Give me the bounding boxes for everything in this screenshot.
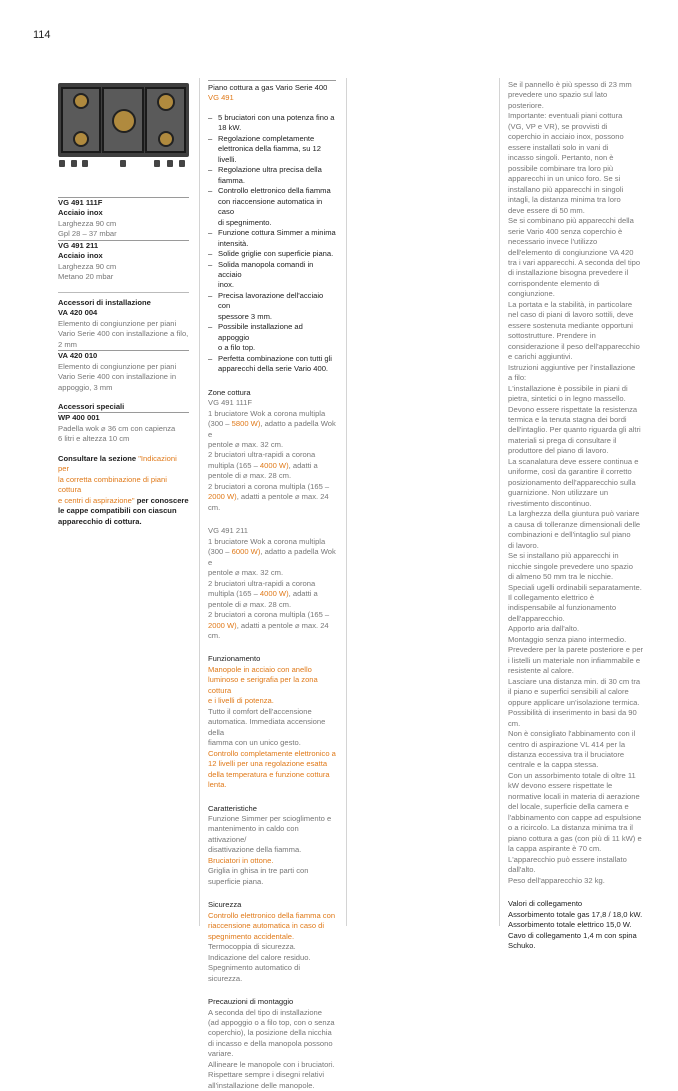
text-line: intagli, la distanza minima tra loro <box>508 195 621 205</box>
text-line: oppure applicare un'isolazione termica. <box>508 697 640 707</box>
text-line: tra i vari apparecchi. A seconda del tipo <box>508 257 641 267</box>
text-line: Se si combinano più apparecchi della <box>508 216 634 226</box>
text-line: Montaggio senza piano intermedio. <box>508 634 627 644</box>
text-line: Apporto aria dall'alto. <box>508 624 580 634</box>
text-line: congiunzione. <box>508 289 555 299</box>
text-line: la cappa aspirante è 70 cm. <box>508 844 602 854</box>
feature-item: – Perfetta combinazione con tutti gli apparecchi della serie Vario 400. <box>208 354 336 375</box>
feature-item: – Solida manopola comandi in acciaio inox. <box>208 260 336 291</box>
text-line: prevedere uno spazio sul lato <box>508 90 608 100</box>
install-accessory: VA 420 010 Elemento di congiunzione per piani Vario Serie 400 con installazione in appoggio, 3 mm <box>58 350 189 393</box>
text-line: essere sostenuta mediante opportuni <box>508 320 633 330</box>
text-line: Assorbimento totale elettrico 15,0 W. <box>508 920 632 930</box>
text-line: Possibilità di inserimento in basi da 90 cm. <box>508 708 637 728</box>
text-line: normative locali in materia di aerazione <box>508 791 640 801</box>
text-line: Allineare le manopole con i bruciatori. <box>208 1059 335 1069</box>
text-line: rivestimento discontinuo. <box>508 498 592 508</box>
text-line: indispensabile al funzionamento <box>508 603 617 613</box>
column-divider <box>346 78 347 926</box>
text-line: Se si installano più apparecchi in <box>508 551 619 561</box>
feature-item: – Regolazione ultra precisa della fiamma. <box>208 165 336 186</box>
text-line: coperchio), la posizione della nicchia <box>208 1028 332 1038</box>
combination-link[interactable]: "Indicazioni per <box>58 453 177 474</box>
text-line: sottostrutture. Prendere in <box>508 331 596 341</box>
text-line: di incasso e della manopola possono <box>208 1038 333 1048</box>
installation-notes <box>508 80 644 886</box>
text-line: Rispettare sempre i disegni relativi <box>208 1070 325 1080</box>
text-line: o a ricircolo. La distanza minima tra il <box>508 823 633 833</box>
text-line: a filo: <box>508 373 527 383</box>
install-accessories: Accessori di installazione VA 420 004 Elemento di congiunzione per piani Vario Serie 400 con installazione a filo, 2 mm <box>58 292 189 350</box>
text-line: posteriore. <box>508 100 544 110</box>
text-line: guarnizione. Non utilizzare un <box>508 488 609 498</box>
feature-list <box>208 113 336 375</box>
text-line: Importante: eventuali piani cottura <box>508 111 623 121</box>
text-line: (VG, VP e VR), se provvisti di <box>508 121 608 131</box>
text-line: del locale, superficie della camera e <box>508 802 629 812</box>
right-column <box>508 80 644 951</box>
text-line: Se il pannello è più spesso di 23 mm <box>508 80 632 89</box>
text-line: di lavoro. <box>508 540 539 550</box>
text-line: il piano e superfici sensibili al calore <box>508 687 629 697</box>
text-line: apparecchi in un unico foro. Se si <box>508 174 621 184</box>
text-line: di almeno 50 mm tra le nicchie. <box>508 572 614 582</box>
characteristics-section: Caratteristiche Funzione Simmer per scioglimento e mantenimento in caldo con attivazione/ disattivazione della fiamma. Bruciatori in ottone. Griglia in ghisa in tre parti con superficie piana. <box>208 803 332 886</box>
text-line: possibile combinare tra loro più <box>508 163 614 173</box>
text-line: Il collegamento elettrico è <box>508 592 595 602</box>
text-line: La scanalatura deve essere continua e <box>508 456 639 466</box>
text-line: posizionamento dell'apparecchio sulla <box>508 477 636 487</box>
text-line: di installazione bisogna prevedere il <box>508 268 629 278</box>
feature-item: – Precisa lavorazione dell'acciaio con spessore 3 mm. <box>208 291 336 322</box>
text-line: a causa di tolleranze dimensionali delle <box>508 519 641 529</box>
text-line: centro di aspirazione VL 414 per la <box>508 739 626 749</box>
text-line: piano cottura a gas (con più di 11 kW) e <box>508 833 642 843</box>
text-line: kW devono essere rispettate le <box>508 781 613 791</box>
text-line: coperchio in acciaio inox, possono <box>508 132 624 142</box>
consult-note: Consultare la sezione "Indicazioni per la corretta combinazione di piani cottura e centri di aspirazione" per conoscere le cappe compatibili con ciascun apparecchio di cottura. <box>58 453 189 526</box>
text-line: considerazione il peso dell'apparecchio <box>508 341 640 351</box>
text-line: A seconda del tipo di installazione <box>208 1007 322 1017</box>
text-line: incasso singoli. Pertanto, non è <box>508 153 614 163</box>
text-line: deve essere di 50 mm. <box>508 205 585 215</box>
text-line: Peso dell'apparecchio 32 kg. <box>508 875 605 885</box>
page-number: 114 <box>33 29 51 41</box>
text-line: all'installazione delle manopole. <box>208 1080 315 1090</box>
control-knobs <box>58 157 189 171</box>
function-section: Funzionamento Manopole in acciaio con anello luminoso e serigrafia per la zona cottura e i livelli di potenza. Tutto il comfort dell'accensione automatica. Immediata accensione della fiamma con un unico gesto. Controllo completamente elettronico a 12 livelli per una regolazione esatta della temperatura e funzione cottura lenta. <box>208 654 336 790</box>
text-line: Non è consigliato l'abbinamento con il <box>508 729 636 739</box>
safety-section: Sicurezza Controllo elettronico della fiamma con riaccensione automatica in caso di spegnimento accidentale. Termocoppia di sicurezza. Indicazione del calore residuo. Spegnimento automatico di sicurezza. <box>208 900 336 983</box>
text-line: Prevedere per la parete posteriore e per <box>508 645 644 655</box>
text-line: Speciali ugelli ordinabili separatamente. <box>508 582 642 592</box>
text-line: l'abbinamento con cappe ad espulsione <box>508 812 642 822</box>
text-line: i listelli un materiale non infiammabile e <box>508 655 641 665</box>
text-line: Devono essere rispettate la resistenza <box>508 404 638 414</box>
text-line: nicchie singole prevedere uno spazio <box>508 561 633 571</box>
text-line: pietra, sintetici o in legno massello. <box>508 394 626 404</box>
text-line: Cavo di collegamento 1,4 m con spina <box>508 930 637 940</box>
feature-item: – Controllo elettronico della fiamma con riaccensione automatica in caso di spegnimento. <box>208 186 336 228</box>
text-line: serie Vario 400 senza coperchio è <box>508 226 623 236</box>
text-line: dall'alto. <box>508 865 536 875</box>
feature-item: – Funzione cottura Simmer a minima intensità. <box>208 228 336 249</box>
cooktop-image <box>58 83 189 157</box>
text-line: dell'elemento di congiunzione VA 420 <box>508 247 634 257</box>
text-line: dell'apparecchio. <box>508 613 565 623</box>
text-line: installano più apparecchi in singoli <box>508 184 624 194</box>
feature-item: – 5 bruciatori con una potenza fino a 18 kW. <box>208 113 336 134</box>
text-line: essere installati solo in vani di <box>508 142 609 152</box>
zones-section: Zone cottura VG 491 111F 1 bruciatore Wok a corona multipla (300 – 5800 W), adatto a padella Wok e pentole ⌀ max. 32 cm. 2 bruciatori ultra-rapidi a corona multipla (165 – 4000 W), adatti a pentole di ⌀ max. 28 cm. 2 bruciatori a corona multipla (165 – 2000 W), adatti a pentole ⌀ max. 24 cm. <box>208 387 336 512</box>
text-line: distanza eccessiva tra il bruciatore <box>508 750 625 759</box>
model-block: VG 491 211 Acciaio inox Larghezza 90 cm Metano 20 mbar <box>58 240 189 283</box>
column-divider <box>499 78 500 926</box>
text-line: L'installazione è possibile in piani di <box>508 383 628 393</box>
text-line: materiali si prega di consultare il <box>508 435 617 445</box>
text-line: Lasciare una distanza min. di 30 cm tra <box>508 676 641 686</box>
text-line: variare. <box>208 1049 234 1059</box>
text-line: dell'intaglio. Per quanto riguarda gli altri <box>508 425 641 435</box>
text-line: produttore del piano di lavoro. <box>508 446 609 456</box>
model-block: VG 491 111F Acciaio inox Larghezza 90 cm Gpl 28 – 37 mbar <box>58 197 189 240</box>
text-line: centrale e la cappa stessa. <box>508 760 599 770</box>
text-line: corrispondente elemento di <box>508 278 600 288</box>
text-line: La larghezza della giuntura può variare <box>508 509 640 519</box>
text-line: combinazioni e dell'intaglio sul piano <box>508 530 631 540</box>
text-line: Istruzioni aggiuntive per l'installazione <box>508 362 636 372</box>
text-line: nel caso di piani di lavoro sottili, deve <box>508 310 634 320</box>
text-line: (ad appoggio o a filo top, con o senza <box>208 1017 335 1027</box>
product-title: Piano cottura a gas Vario Serie 400 VG 491 <box>208 80 336 104</box>
text-line: Assorbimento totale gas 17,8 / 18,0 kW. <box>508 909 643 919</box>
zones-section-2: VG 491 211 1 bruciatore Wok a corona multipla (300 – 6000 W), adatto a padella Wok e pentole ⌀ max. 32 cm. 2 bruciatori ultra-rapidi a corona multipla (165 – 4000 W), adatti a pentole di ⌀ max. 28 cm. 2 bruciatori a corona multipla (165 – 2000 W), adatti a pentole ⌀ max. 24 cm. <box>208 526 336 640</box>
text-line: termica e la tenuta stagna dei bordi <box>508 415 627 424</box>
feature-item: – Solide griglie con superficie piana. <box>208 249 336 259</box>
text-line: Con un assorbimento totale di oltre 11 <box>508 770 636 780</box>
feature-item: – Possibile installazione ad appoggio o a filo top. <box>208 322 336 353</box>
text-line: La portata e la stabilità, in particolare <box>508 299 633 309</box>
text-line: Schuko. <box>508 940 536 950</box>
feature-item: – Regolazione completamente elettronica della fiamma, su 12 livelli. <box>208 134 336 165</box>
left-column <box>58 83 189 527</box>
text-line: resistente al calore. <box>508 666 574 676</box>
text-line: necessario invece l'utilizzo <box>508 237 598 247</box>
text-line: e carichi aggiuntivi. <box>508 352 573 362</box>
special-accessories: Accessori speciali WP 400 001 Padella wok ⌀ 36 cm con capienza 6 litri e altezza 10 cm <box>58 402 189 445</box>
text-line: uniforme, così da garantire il corretto <box>508 467 632 477</box>
mounting-section: Precauzioni di montaggio A seconda del tipo di installazione (ad appoggio o a filo top, con o senza coperchio), la posizione della nicchia di incasso e della manopola possono variare. Allineare le manopole con i bruciatori. Rispettare sempre i disegni relativi all'installazione delle manopole. <box>208 997 335 1090</box>
middle-column <box>208 80 336 1091</box>
text-line: L'apparecchio può essere installato <box>508 854 627 864</box>
column-divider <box>199 78 200 926</box>
connection-values: Valori di collegamento Assorbimento totale gas 17,8 / 18,0 kW. Assorbimento totale elettrico 15,0 W. Cavo di collegamento 1,4 m con spina Schuko. <box>508 899 643 950</box>
